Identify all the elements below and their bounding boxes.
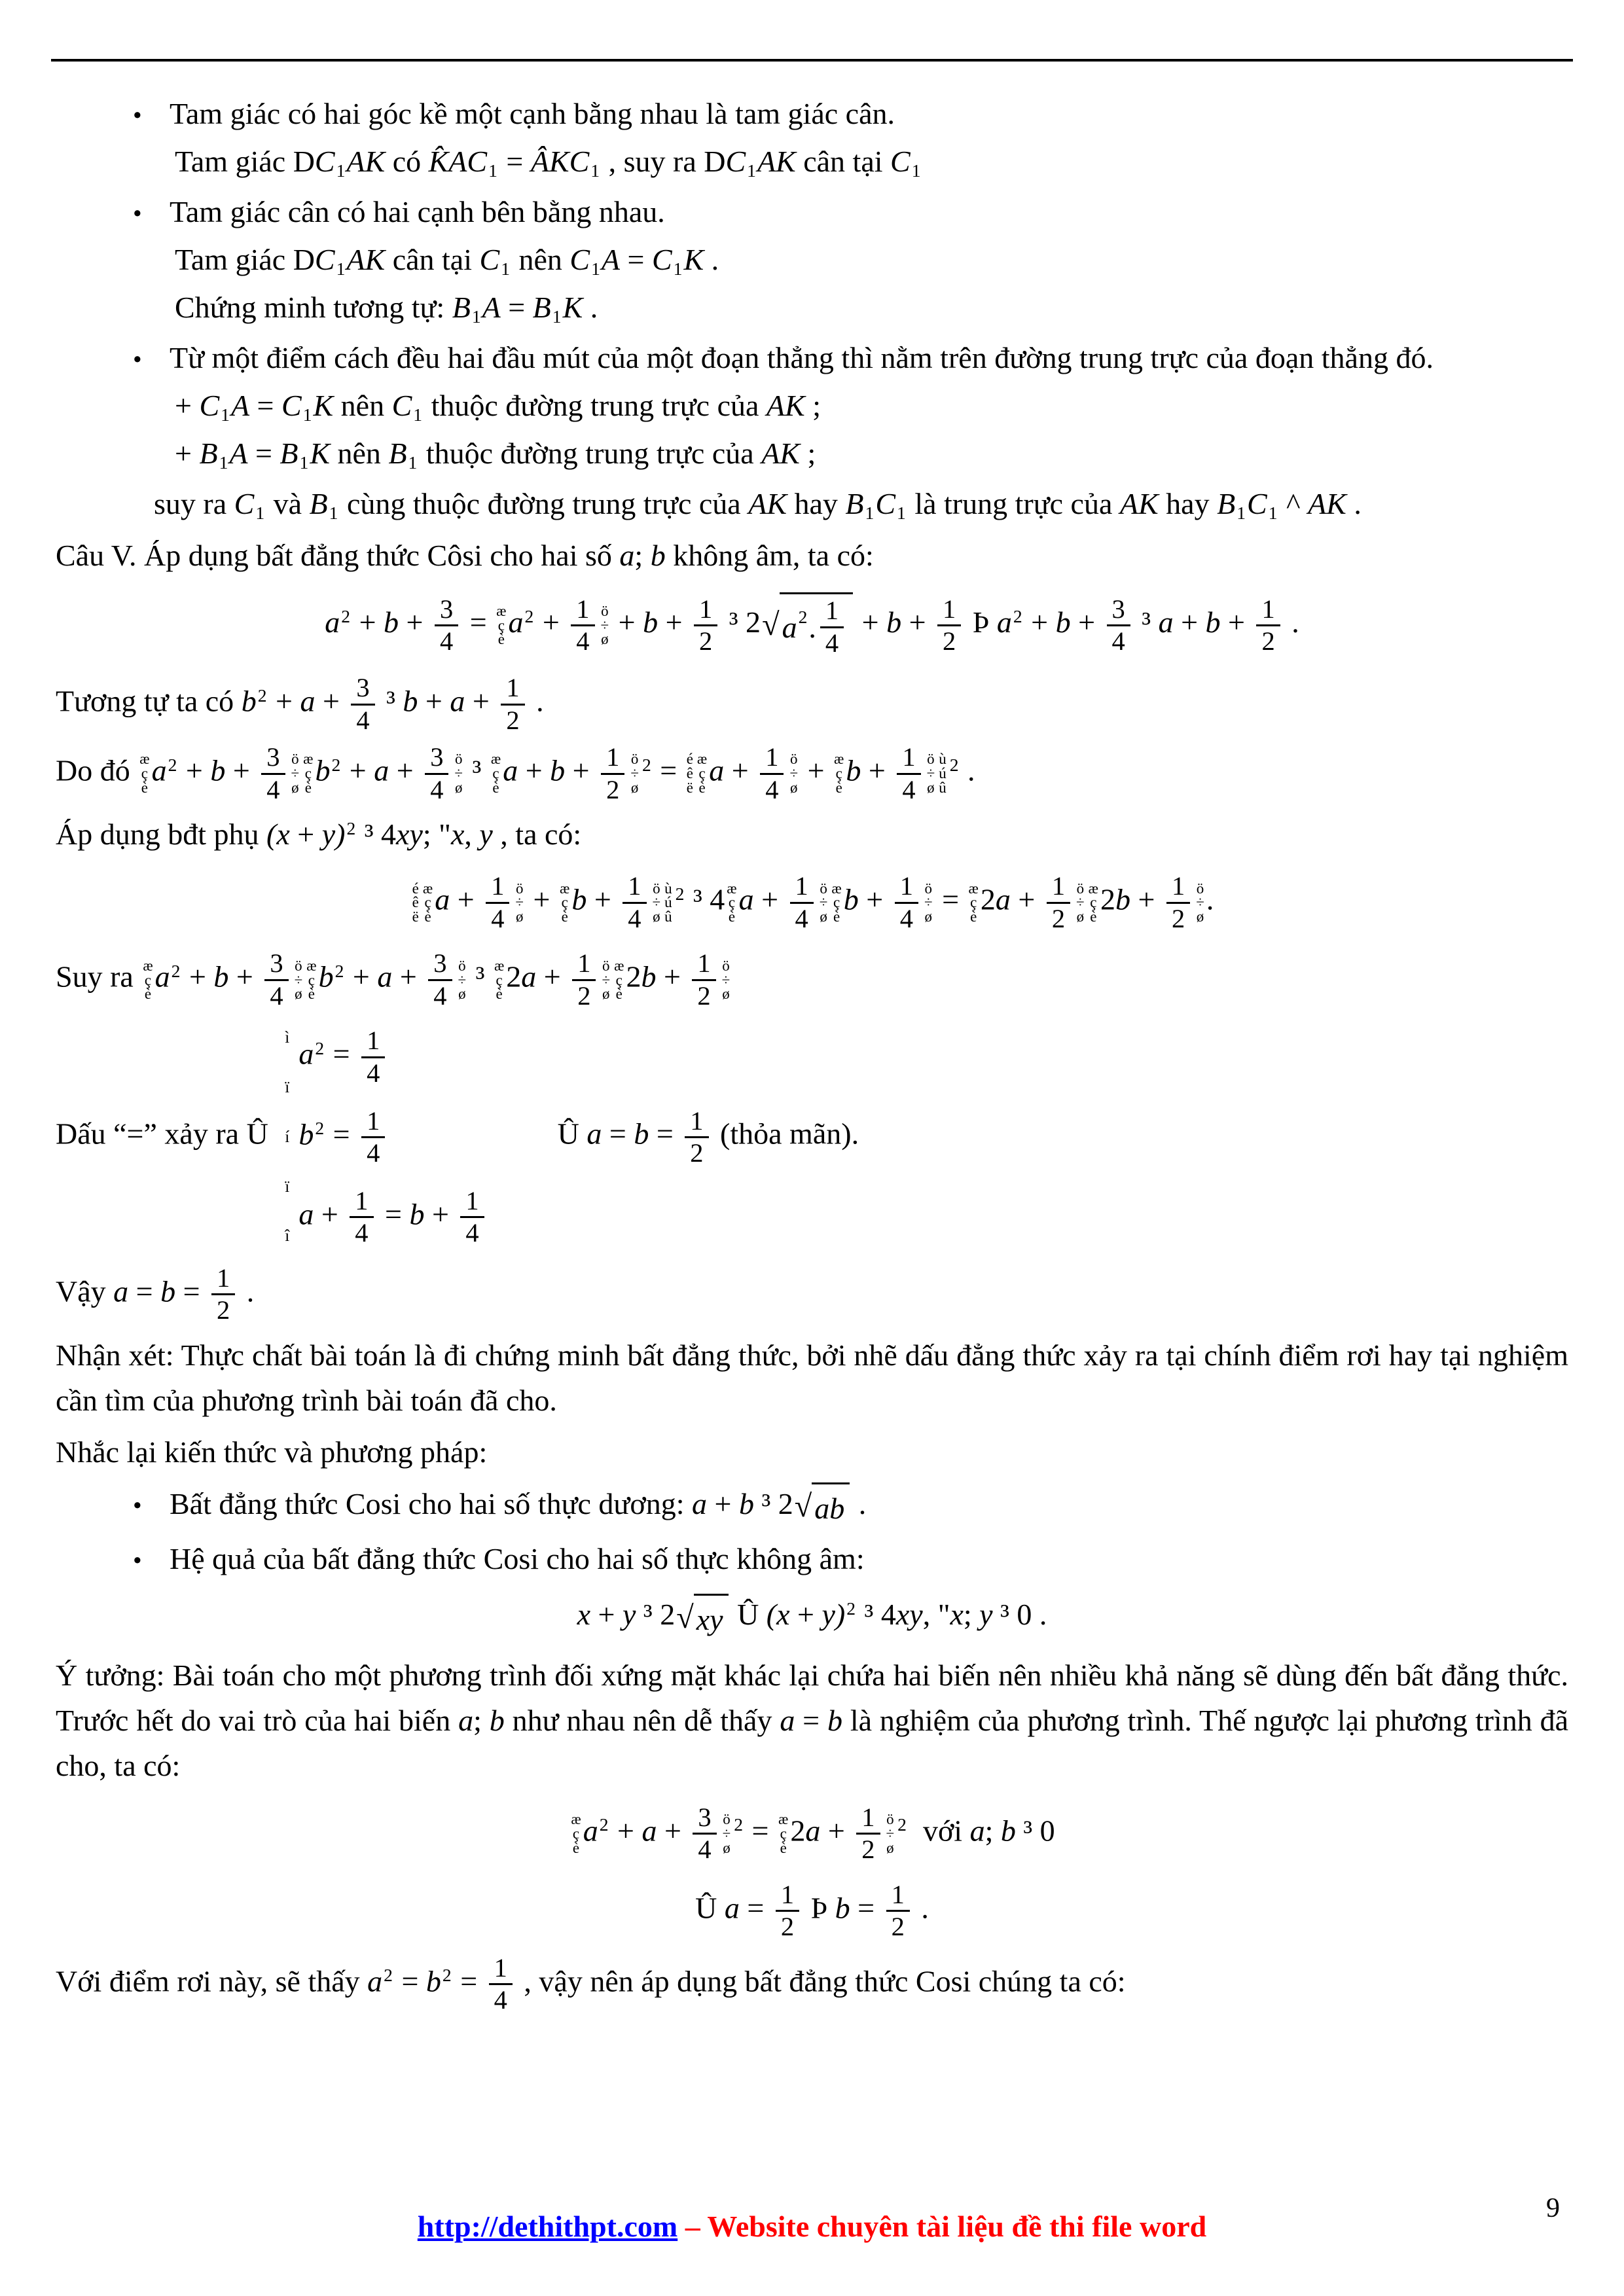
paragraph-ytuong: Ý tưởng: Bài toán cho một phương trình đối xứng mặt khác lại chứa hai biến nên nhiều khả năng sẽ dùng đến bất đẳng thức. Trước hết do vai trò của hai biến a; b như nhau nên dễ thấy a = b là nghiệm của phương trình. Thế ngược lại phương trình đã cho, ta có: (56, 1658, 1568, 1782)
bullet-item (133, 335, 1568, 380)
bullet-text: Từ một điểm cách đều hai đầu mút của một đoạn thẳng thì nằm trên đường trung trực của đoạn thẳng đó. (170, 341, 1434, 374)
bullet-item (133, 1536, 1568, 1581)
math-line: + B1A = B1K nên B1 thuộc đường trung trực của AK ; (175, 437, 816, 473)
math-line: + C1A = C1K nên C1 thuộc đường trung trực của AK ; (175, 389, 821, 425)
bullet-text: Tam giác có hai góc kề một cạnh bằng nhau là tam giác cân. (170, 97, 895, 130)
math-line: Suy ra æ ç è $a^2 + b$ + $\frac{3}{4}$ ö ÷ ø æ ç è $b^2 + a$ + $\frac{3}{4}$ ö ÷ ø ³ æ ç è 2a + $\frac{1}{2}$ ö ÷ ø æ ç è 2b + $\frac{1}{2}$ ö ÷ ø (56, 948, 731, 1011)
math-formula-centered: Û a = $\frac{1}{2}$ Þ b = $\frac{1}{2}$ . (695, 1879, 929, 1942)
math-line: Do đó æ ç è $a^2 + b$ + $\frac{3}{4}$ ö ÷ ø æ ç è $b^2 + a$ + $\frac{3}{4}$ ö ÷ ø ³ æ ç è a + b + $\frac{1}{2}$ ö ÷ ø $^2$ = é ê ë æ ç è a + $\frac{1}{4}$ ö ÷ ø + æ ç è b + $\frac{1}{4}$ ö ÷ ø ù ú û $^2$ . (56, 742, 975, 804)
math-line: Tương tự ta có $b^2 + a$ + $\frac{3}{4}$ ³ b + a + $\frac{1}{2}$ . (56, 673, 544, 735)
bullet-icon: • (133, 101, 142, 130)
math-formula-centered: é ê ë æ ç è a + $\frac{1}{4}$ ö ÷ ø + æ ç è b + $\frac{1}{4}$ ö ÷ ø ù ú û $^2$ ³ 4 æ ç è a + $\frac{1}{4}$ ö ÷ ø æ ç è b + $\frac{1}{4}$ ö ÷ ø = æ ç è 2a + $\frac{1}{2}$ ö ÷ ø æ ç è 2b + $\frac{1}{2}$ ö ÷ ø . (412, 871, 1214, 933)
header-divider (51, 59, 1573, 62)
page-number: 9 (1546, 2193, 1560, 2223)
math-line: Tam giác DC1AK có K̂AC1 = ÂKC1 , suy ra DC1AK cân tại C1 (175, 145, 921, 181)
footer (0, 2204, 1624, 2249)
bullet-text: Tam giác cân có hai cạnh bên bằng nhau. (170, 195, 665, 228)
bullet-item (133, 189, 1568, 234)
footer-text: – Website chuyên tài liệu đề thi file word (677, 2210, 1207, 2243)
page-content (56, 91, 1568, 2016)
bullet-icon: • (133, 1491, 142, 1520)
bullet-icon: • (133, 200, 142, 228)
math-line: suy ra C1 và B1 cùng thuộc đường trung trực của AK hay B1C1 là trung trực của AK hay B1C1 ^ AK . (154, 487, 1362, 523)
bullet-icon: • (133, 346, 142, 374)
bullet-item (133, 1481, 1568, 1531)
math-line: Tam giác DC1AK cân tại C1 nên C1A = C1K . (175, 243, 719, 279)
bullet-math-text: Bất đẳng thức Cosi cho hai số thực dương: a + b ³ 2 √ ab . (170, 1481, 866, 1531)
footer-link[interactable]: http://dethithpt.com (417, 2210, 678, 2243)
math-line: Áp dụng bđt phụ $(x + y)^2$ ³ 4xy; "x, y , ta có: (56, 817, 582, 852)
math-line-system: Dấu “=” xảy ra Û ì ï í ï î $a^2$ = $\frac{1}{4}$ $b^2$ = $\frac{1}{4}$ a + $\frac{1}{4}$ = b + $\frac{1}{4}$ Û a = b = $\frac{1}{2}$ (thỏa mãn). (56, 1026, 859, 1248)
paragraph-cau5: Câu V. Áp dụng bất đẳng thức Côsi cho hai số a; b không âm, ta có: (56, 539, 874, 572)
paragraph-nhanxet: Nhận xét: Thực chất bài toán là đi chứng minh bất đẳng thức, bởi nhẽ dấu đẳng thức xảy ra tại chính điểm rơi hay tại nghiệm cần tìm của phương trình bài toán đã cho. (56, 1338, 1568, 1417)
paragraph-nhaclai: Nhắc lại kiến thức và phương pháp: (56, 1435, 488, 1469)
math-line: Vậy a = b = $\frac{1}{2}$ . (56, 1263, 255, 1325)
bullet-icon: • (133, 1547, 142, 1575)
math-formula-centered: x + y ³ 2 √ xy Û $(x + y)^2$ ³ 4xy, "x; y ³ 0 . (56, 1592, 1568, 1641)
math-line: Với điểm rơi này, sẽ thấy $a^2 = b^2$ = $\frac{1}{4}$ , vậy nên áp dụng bất đẳng thức Cosi chúng ta có: (56, 1952, 1126, 2015)
math-formula-centered: $a^2 + b$ + $\frac{3}{4}$ = æ ç è $a^2$ + $\frac{1}{4}$ ö ÷ ø + b + $\frac{1}{2}$ ³ 2 √ a 2 . 1 4 + b + $\frac{1}{2}$ Þ $a^2 + b$ + $\frac{3}{4}$ ³ a + b + $\frac{1}{2}$ . (56, 592, 1568, 658)
bullet-item (133, 91, 1568, 136)
math-line: Chứng minh tương tự: B1A = B1K . (175, 291, 598, 327)
math-formula-centered: æ ç è $a^2 + a$ + $\frac{3}{4}$ ö ÷ ø $^2$ = æ ç è 2a + $\frac{1}{2}$ ö ÷ ø $^2$ với a; b ³ 0 (571, 1802, 1055, 1865)
bullet-text: Hệ quả của bất đẳng thức Cosi cho hai số thực không âm: (170, 1542, 865, 1576)
